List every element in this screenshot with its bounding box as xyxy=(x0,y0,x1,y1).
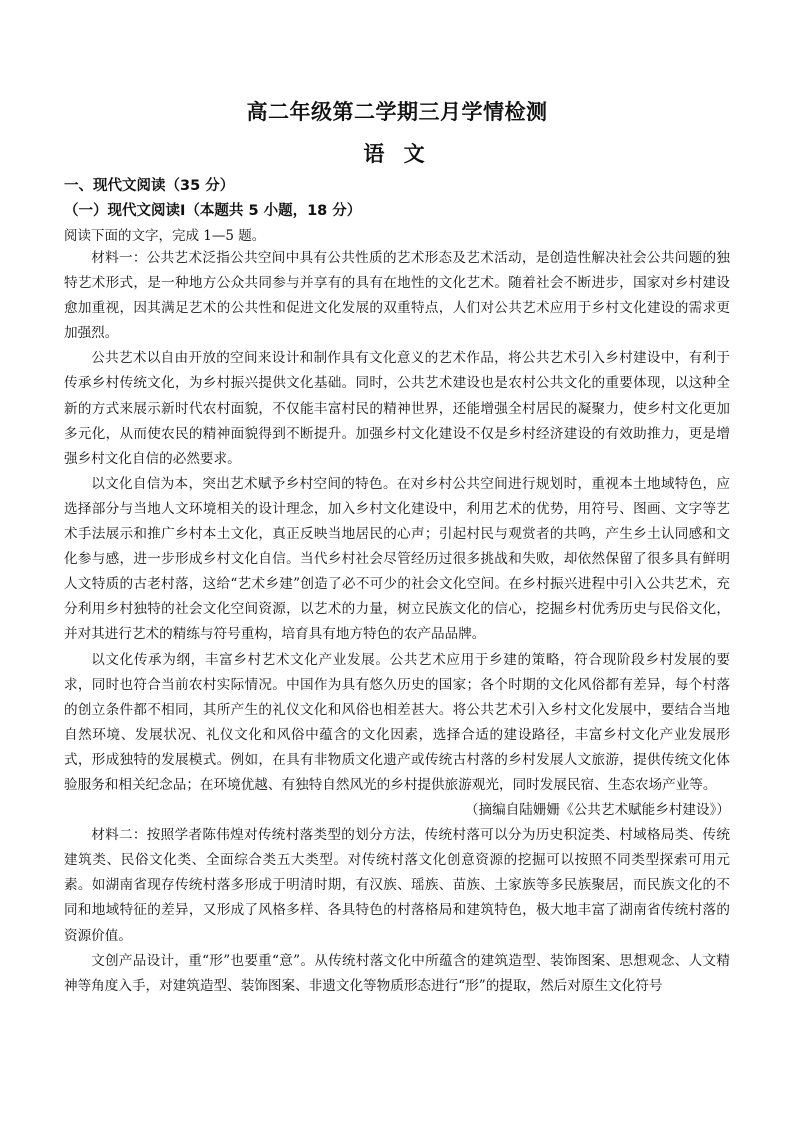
subject-title: 语 文 xyxy=(363,142,431,166)
source-citation: （摘编自陆姗姗《公共艺术赋能乡村建设》） xyxy=(464,802,730,819)
passage-paragraph: 材料二：按照学者陈伟煌对传统村落类型的划分方法，传统村落可以分为历史积淀类、村域格局类、传统建筑类、民俗文化类、全面综合类五大类型。对传统村落文化创意资源的挖掘可以按照不同类型探索可用元素。如湖南省现存传统村落多形成于明清时期，有汉族、瑶族、苗族、土家族等多民族聚居，而民族文化的不同和地域特征的差异，又形成了风格多样、各具特色的村落格局和建筑特色，极大地丰富了湖南省传统村落的资源价值。 xyxy=(64,827,730,944)
passage-paragraph: 以文化传承为纲，丰富乡村艺术文化产业发展。公共艺术应用于乡建的策略，符合现阶段乡村发展的要求，同时也符合当前农村实际情况。中国作为具有悠久历史的国家；各个时期的文化风俗都有差异，每个村落的创立条件都不相同，其所产生的礼仪文化和风俗也相差甚大。将公共艺术引入乡村文化发展中，要结合当地自然环境、发展状况、礼仪文化和风俗中蕴含的文化因素，选择合适的建设路径，丰富乡村文化产业发展形式，形成独特的发展模式。例如，在具有非物质文化遗产或传统古村落的乡村发展人文旅游，提供传统文化体验服务和相关纪念品；在环境优越、有独特自然风光的乡村提供旅游观光，同时发展民宿、生态农场产业等。 xyxy=(64,651,730,793)
passage-paragraph: 公共艺术以自由开放的空间来设计和制作具有文化意义的艺术作品，将公共艺术引入乡村建设中，有利于传承乡村传统文化，为乡村振兴提供文化基础。同时，公共艺术建设也是农村公共文化的重要体现，以这种全新的方式来展示新时代农村面貌，不仅能丰富村民的精神世界，还能增强全村居民的凝聚力，使乡村文化更加多元化，从而使农民的精神面貌得到不断提升。加强乡村文化建设不仅是乡村经济建设的有效助推力，更是增强乡村文化自信的必然要求。 xyxy=(64,350,730,467)
exam-title: 高二年级第二学期三月学情检测 xyxy=(246,100,548,124)
passage-paragraph: 材料一：公共艺术泛指公共空间中具有公共性质的艺术形态及艺术活动，是创造性解决社会公共问题的独特艺术形式，是一种地方公众共同参与并享有的具有在地性的文化艺术。随着社会不断进步，国家对乡村建设愈加重视，因其满足艺术的公共性和促进文化发展的双重特点，人们对公共艺术应用于乡村文化建设的需求更加强烈。 xyxy=(64,250,730,342)
section-subheading: （一）现代文阅读Ⅰ（本题共 5 小题，18 分） xyxy=(64,203,362,219)
section-heading: 一、现代文阅读（35 分） xyxy=(64,178,235,194)
passage-paragraph: 文创产品设计，重“形”也要重“意”。从传统村落文化中所蕴含的建筑造型、装饰图案、思想观念、人文精神等角度入手，对建筑造型、装饰图案、非遗文化等物质形态进行“形”的提取，然后对原生文化符号 xyxy=(64,952,730,994)
reading-passage xyxy=(64,246,730,999)
reading-instruction: 阅读下面的文字，完成 1—5 题。 xyxy=(64,228,266,244)
passage-paragraph: 以文化自信为本，突出艺术赋予乡村空间的特色。在对乡村公共空间进行规划时，重视本土地域特色，应选择部分与当地人文环境相关的设计理念，加入乡村文化建设中，利用艺术的优势，用符号、图画、文字等艺术手法展示和推广乡村本土文化，真正反映当地居民的心声；引起村民与观赏者的共鸣，产生乡土认同感和文化参与感，进一步形成乡村文化自信。当代乡村社会尽管经历过很多挑战和失败，却依然保留了很多具有鲜明人文特质的古老村落，这给“艺术乡建”创造了必不可少的社会文化空间。在乡村振兴进程中引入公共艺术，充分利用乡村独特的社会文化空间资源，以艺术的力量，树立民族文化的信心，挖掘乡村优秀历史与民俗文化，并对其进行艺术的精练与符号重构，培育具有地方特色的农产品品牌。 xyxy=(64,475,730,643)
